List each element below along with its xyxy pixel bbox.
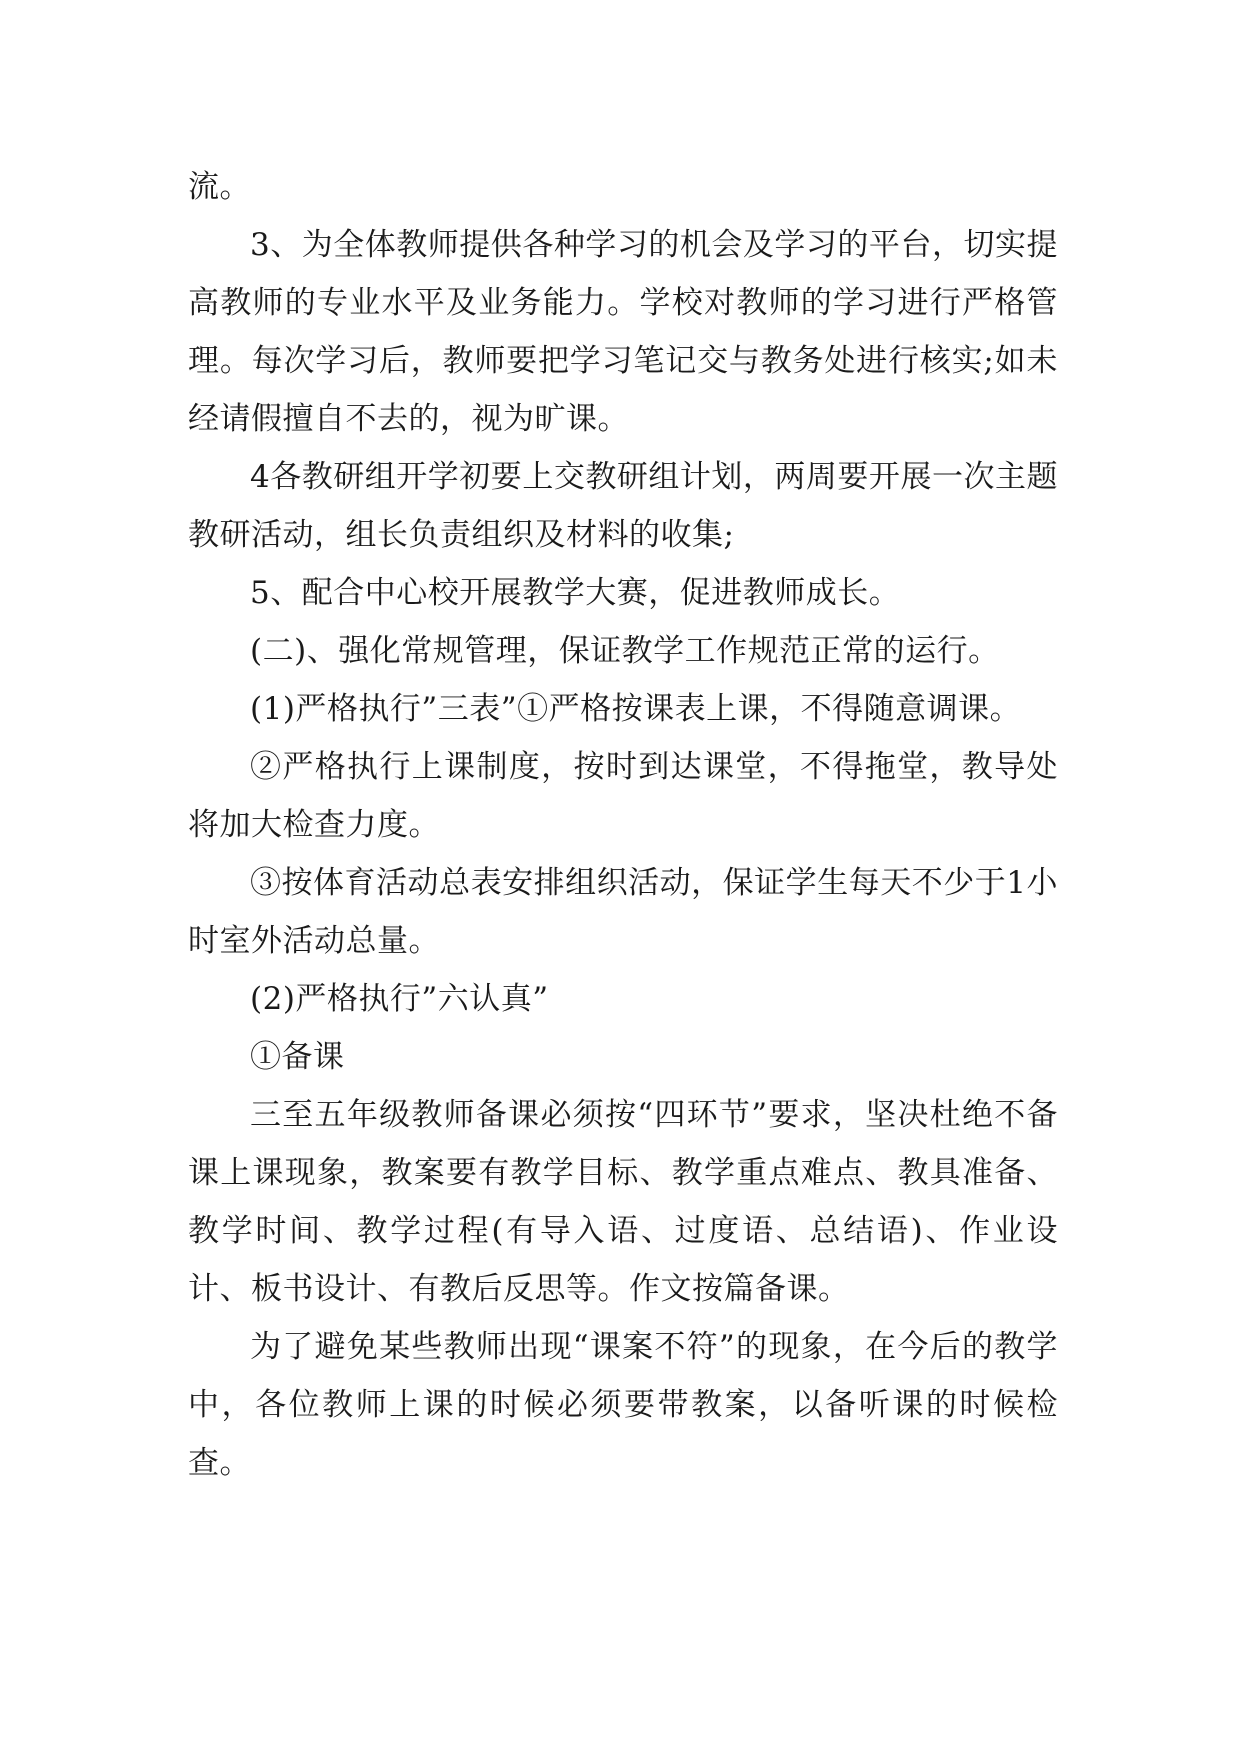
paragraph-lesson-plan-check: 为了避免某些教师出现“课案不符”的现象，在今后的教学中，各位教师上课的时候必须要带教案，以备听课的时候检查。 bbox=[188, 1329, 1058, 1481]
paragraph-continuation: 流。 bbox=[188, 169, 251, 205]
paragraph-item-3: 3、为全体教师提供各种学习的机会及学习的平台，切实提高教师的专业水平及业务能力。学校对教师的学习进行严格管理。每次学习后，教师要把学习笔记交与教务处进行核实;如未经请假擅自不去的，视为旷课。 bbox=[188, 227, 1058, 437]
section-heading-2: (二)、强化常规管理，保证教学工作规范正常的运行。 bbox=[250, 633, 1000, 669]
paragraph-six-earnest: (2)严格执行”六认真” bbox=[250, 981, 549, 1017]
paragraph-class-rules: ②严格执行上课制度，按时到达课堂，不得拖堂，教导处将加大检查力度。 bbox=[188, 749, 1058, 843]
paragraph-three-tables: (1)严格执行”三表”①严格按课表上课，不得随意调课。 bbox=[250, 691, 1022, 727]
paragraph-item-5: 5、配合中心校开展教学大赛，促进教师成长。 bbox=[250, 575, 901, 611]
paragraph-lesson-prep-title: ①备课 bbox=[250, 1039, 345, 1075]
paragraph-lesson-prep-body: 三至五年级教师备课必须按“四环节”要求，坚决杜绝不备课上课现象，教案要有教学目标、教学重点难点、教具准备、教学时间、教学过程(有导入语、过度语、总结语)、作业设计、板书设计、有教后反思等。作文按篇备课。 bbox=[188, 1097, 1058, 1307]
body-text bbox=[188, 158, 1058, 1492]
paragraph-sports-activity: ③按体育活动总表安排组织活动，保证学生每天不少于1小时室外活动总量。 bbox=[188, 865, 1058, 959]
paragraph-item-4: 4各教研组开学初要上交教研组计划，两周要开展一次主题教研活动，组长负责组织及材料的收集; bbox=[188, 459, 1058, 553]
